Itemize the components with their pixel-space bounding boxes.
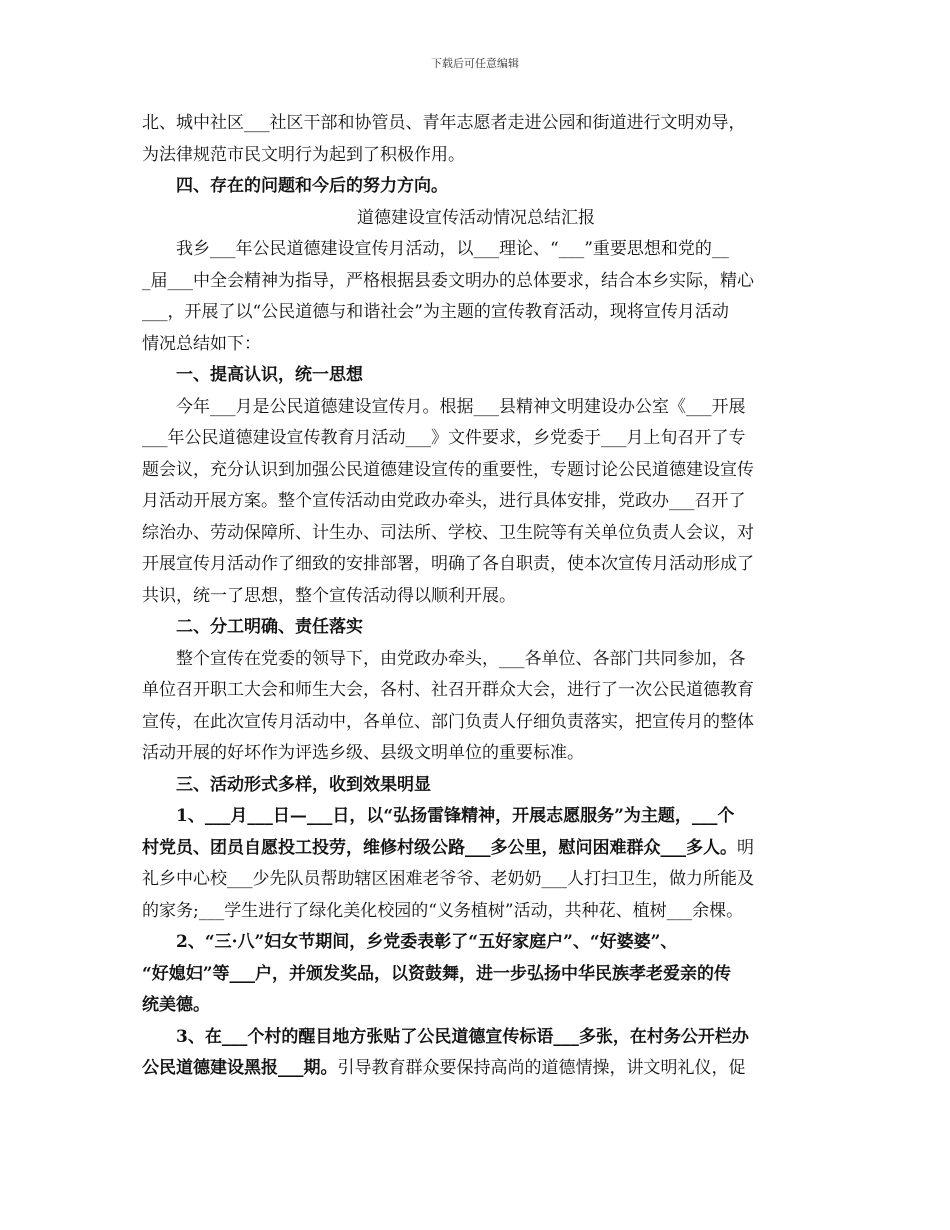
text-line	[142, 518, 810, 550]
text-line	[142, 1053, 810, 1085]
line-text: 我乡___年公民道德建设宣传月活动，以___理论、“___”重要思想和党的__	[176, 239, 729, 259]
text-line	[142, 896, 810, 928]
line-text: 情况总结如下：	[142, 333, 261, 354]
line-text: 宣传，在此次宣传月活动中，各单位、部门负责人仔细负责落实，把宣传月的整体	[142, 711, 754, 732]
line-text: 公民道德建设黑报___期。	[142, 1058, 338, 1078]
text-line	[142, 486, 810, 518]
document-body	[142, 108, 810, 1085]
section-heading-line	[142, 927, 810, 959]
line-text: 今年___月是公民道德建设宣传月。根据___县精神文明建设办公室《___开展	[176, 396, 746, 417]
line-text: 开展宣传月活动作了细致的安排部署，明确了各自职责，使本次宣传月活动形成了	[142, 554, 754, 574]
text-line	[142, 675, 810, 707]
text-line	[142, 234, 810, 266]
line-text: 整个宣传在党委的领导下，由党政办牵头，___各单位、各部门共同参加，各	[176, 648, 746, 669]
text-line	[142, 392, 810, 424]
line-text: 礼乡中心校___少先队员帮助辖区困难老爷爷、老奶奶___人打扫卫生，做力所能及	[142, 869, 754, 889]
text-line	[142, 644, 810, 676]
line-text: 共识，统一了思想，整个宣传活动得以顺利开展。	[142, 585, 516, 606]
text-line	[142, 707, 810, 739]
line-text: ___年公民道德建设宣传教育月活动___》文件要求，乡党委于___月上旬召开了专	[142, 428, 746, 448]
line-tail-text: 明	[737, 837, 754, 858]
line-text: 统美德。	[142, 995, 210, 1015]
section-heading-line	[142, 1022, 810, 1054]
line-text: 二、分工明确、责任落实	[176, 617, 363, 637]
text-line	[142, 864, 810, 896]
document-title	[142, 203, 810, 235]
text-line	[142, 455, 810, 487]
line-text: 为法律规范市民文明行为起到了积极作用。	[142, 144, 465, 165]
line-text: “好媳妇”等___户，并颁发奖品，以资鼓舞，进一步弘扬中华民族孝老爱亲的传	[142, 963, 732, 984]
section-heading-line	[142, 770, 810, 802]
line-text: 三、活动形式多样，收到效果明显	[176, 774, 431, 795]
section-heading-line	[142, 171, 810, 203]
text-line	[142, 833, 810, 865]
section-heading-line	[142, 612, 810, 644]
section-heading-line	[142, 801, 810, 833]
line-text: 1、___月___日—___日，以“弘扬雷锋精神，开展志愿服务”为主题，___个	[176, 806, 735, 826]
text-line	[142, 140, 810, 172]
line-text: 2、“三·八”妇女节期间，乡党委表彰了“五好家庭户”、“好婆婆”、	[176, 932, 678, 952]
line-text: 道德建设宣传活动情况总结汇报	[357, 207, 595, 228]
line-text: 的家务;___学生进行了绿化美化校园的“义务植树”活动，共种花、植树___余棵。	[142, 900, 744, 921]
line-text: 四、存在的问题和今后的努力方向。	[176, 176, 448, 196]
section-heading-line	[142, 360, 810, 392]
text-line	[142, 423, 810, 455]
text-line	[142, 297, 810, 329]
text-line	[142, 108, 810, 140]
line-text: 一、提高认识，统一思想	[176, 365, 363, 385]
page-header-note: 下载后可任意编辑	[431, 57, 519, 70]
line-text: 题会议，充分认识到加强公民道德建设宣传的重要性，专题讨论公民道德建设宣传	[142, 459, 754, 480]
line-text: _届___中全会精神为指导，严格根据县委文明办的总体要求，结合本乡实际，精心	[142, 270, 754, 291]
line-text: 3、在___个村的醒目地方张贴了公民道德宣传标语___多张，在村务公开栏办	[176, 1026, 749, 1047]
line-text: ___，开展了以“公民道德与和谐社会”为主题的宣传教育活动，现将宣传月活动	[142, 302, 729, 322]
text-line	[142, 990, 810, 1022]
line-text: 单位召开职工大会和师生大会，各村、社召开群众大会，进行了一次公民道德教育	[142, 680, 754, 700]
text-line	[142, 329, 810, 361]
line-text: 北、城中社区___社区干部和协管员、青年志愿者走进公园和街道进行文明劝导，	[142, 113, 746, 133]
text-line	[142, 266, 810, 298]
line-text: 活动开展的好坏作为评选乡级、县级文明单位的重要标准。	[142, 743, 584, 763]
text-line	[142, 738, 810, 770]
text-line	[142, 549, 810, 581]
line-text: 月活动开展方案。整个宣传活动由党政办牵头，进行具体安排，党政办___召开了	[142, 491, 746, 511]
text-line	[142, 581, 810, 613]
line-tail-text: 引导教育群众要保持高尚的道德情操，讲文明礼仪，促	[337, 1058, 746, 1078]
line-text: 村党员、团员自愿投工投劳，维修村级公路___多公里，慰问困难群众___多人。	[142, 837, 737, 858]
text-line	[142, 959, 810, 991]
line-text: 综治办、劳动保障所、计生办、司法所、学校、卫生院等有关单位负责人会议，对	[142, 522, 754, 543]
